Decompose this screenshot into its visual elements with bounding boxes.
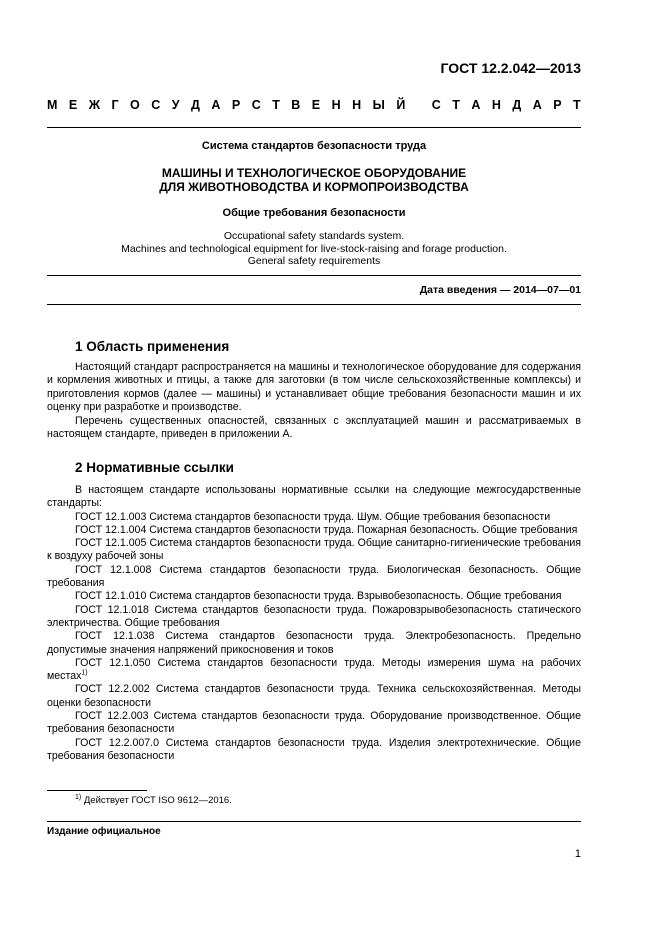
document-number: ГОСТ 12.2.042—2013 <box>440 60 581 76</box>
english-title-line: Machines and technological equipment for live-stock-raising and forage production. <box>121 242 507 255</box>
official-edition-label: Издание официальное <box>47 826 161 837</box>
banner-letter: Р <box>231 98 241 112</box>
page-number: 1 <box>574 848 581 860</box>
reference-item: ГОСТ 12.1.008 Система стандартов безопасности труда. Биологическая безопасность. Общие требования <box>47 563 581 590</box>
standard-title <box>47 166 581 194</box>
standard-title-line: ДЛЯ ЖИВОТНОВОДСТВА И КОРМОПРОИЗВОДСТВА <box>159 180 469 194</box>
banner-letter: С <box>431 98 441 112</box>
banner-letter: Ж <box>88 98 101 112</box>
banner-letter: А <box>471 98 481 112</box>
reference-item: ГОСТ 12.1.003 Система стандартов безопасности труда. Шум. Общие требования безопасности <box>75 510 551 523</box>
banner-letter: Т <box>573 98 581 112</box>
section-2-heading: 2 Нормативные ссылки <box>75 460 234 475</box>
footnote-marker: 1) <box>75 793 82 801</box>
reference-item: ГОСТ 12.2.007.0 Система стандартов безопасности труда. Изделия электротехнические. Общие требования безопасности <box>47 736 581 762</box>
banner-letter: С <box>251 98 261 112</box>
banner-letter: В <box>291 98 301 112</box>
banner-letter: М <box>47 98 58 112</box>
reference-text: ГОСТ 12.1.050 Система стандартов безопасности труда. Методы измерения шума на рабочих местах <box>47 656 581 683</box>
system-title: Система стандартов безопасности труда <box>201 140 427 152</box>
reference-item: ГОСТ 12.2.003 Система стандартов безопасности труда. Оборудование производственное. Общие требования безопасности <box>47 710 581 736</box>
banner-letter: А <box>211 98 221 112</box>
banner-letter: Й <box>396 98 406 112</box>
reference-item: ГОСТ 12.1.010 Система стандартов безопасности труда. Взрывобезопасность. Общие требования <box>75 590 562 603</box>
banner-gap <box>417 98 420 112</box>
banner-letter: Т <box>272 98 280 112</box>
reference-item: ГОСТ 12.2.002 Система стандартов безопасности труда. Техника сельскохозяйственная. Методы оценки безопасности <box>47 683 581 709</box>
banner-letter: Н <box>352 98 362 112</box>
banner-letter: Т <box>452 98 460 112</box>
reference-item <box>47 657 581 684</box>
reference-item: ГОСТ 12.1.005 Система стандартов безопасности труда. Общие санитарно-гигиенические требования к воздуху рабочей зоны <box>47 537 581 563</box>
references-intro: В настоящем стандарте использованы нормативные ссылки на следующие межгосударственные стандарты: <box>47 484 581 510</box>
banner-letter: Ы <box>372 98 385 112</box>
banner-letter: Е <box>68 98 78 112</box>
normative-references <box>47 484 581 763</box>
banner-letter: У <box>171 98 180 112</box>
banner-letter: Д <box>191 98 200 112</box>
reference-item: ГОСТ 12.1.038 Система стандартов безопасности труда. Электробезопасность. Предельно допустимые значения напряжений прикосновения и токов <box>47 630 581 656</box>
section-1-heading: 1 Область применения <box>75 339 230 354</box>
footer-rule <box>47 821 581 822</box>
banner-letter: О <box>130 98 140 112</box>
banner-letter: А <box>532 98 542 112</box>
footnote-rule <box>47 790 147 791</box>
banner-letter: Н <box>331 98 341 112</box>
english-title <box>47 230 581 268</box>
section-1-paragraph: Перечень существенных опасностей, связанных с эксплуатацией машин и рассматриваемых в настоящем стандарте, приведен в приложении А. <box>47 415 581 441</box>
header-rule <box>47 127 581 128</box>
banner-letter: Р <box>553 98 562 112</box>
interstate-standard-banner <box>47 98 581 112</box>
reference-item: ГОСТ 12.1.018 Система стандартов безопасности труда. Пожаровзрывобезопасность статического электричества. Общие требования <box>47 603 581 629</box>
section-1-paragraph: Настоящий стандарт распространяется на машины и технологическое оборудование для содержания и кормления животных и птицы, а также для заготовки (в том числе сельскохозяйственные комплексы) и приготовления кормов (далее — машины) и устанавливает общие требования безопасности машин и их оценку при разработке и производстве. <box>47 361 581 413</box>
title-rule <box>47 275 581 276</box>
footnote <box>75 795 232 806</box>
standard-title-line: МАШИНЫ И ТЕХНОЛОГИЧЕСКОЕ ОБОРУДОВАНИЕ <box>161 166 467 180</box>
english-title-line: General safety requirements <box>247 255 381 268</box>
banner-letter: Д <box>512 98 522 112</box>
banner-letter: С <box>151 98 161 112</box>
reference-item: ГОСТ 12.1.004 Система стандартов безопасности труда. Пожарная безопасность. Общие требования <box>75 523 578 536</box>
footnote-text: Действует ГОСТ ISO 9612—2016. <box>81 795 232 806</box>
standard-subtitle: Общие требования безопасности <box>222 207 406 219</box>
introduction-date: Дата введения — 2014—07—01 <box>419 284 581 296</box>
banner-letter: Г <box>111 98 119 112</box>
banner-letter: Е <box>311 98 321 112</box>
footnote-marker: 1) <box>81 669 88 677</box>
english-title-line: Occupational safety standards system. <box>223 230 405 242</box>
banner-letter: Н <box>491 98 501 112</box>
date-rule <box>47 304 581 305</box>
